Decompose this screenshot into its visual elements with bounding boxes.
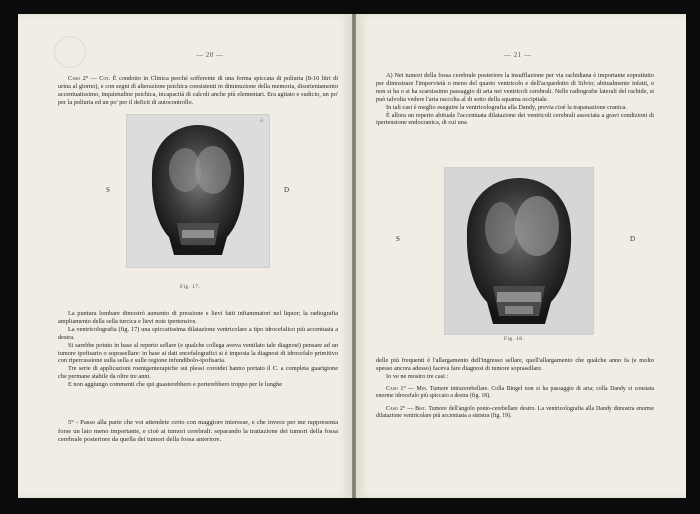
paragraph: Io ve ne mostro tre casi :: [386, 372, 449, 380]
side-label-left: S: [396, 235, 400, 243]
right-paragraphs-top: [376, 72, 654, 127]
paragraph: Tre serie di applicazioni roentgenterapiche sui plessi coroidei hanno portato il C. a completa guarigione che permane stabile da oltre tre anni.: [58, 365, 338, 381]
paragraph: E non aggiungo commenti che qui guasterebbero e porterebbero troppo per le lunghe: [68, 381, 283, 389]
figure-caption-18: Fig. 18.: [504, 336, 525, 342]
side-label-left: S: [106, 186, 110, 194]
xray-figure-17: [126, 114, 270, 268]
case-1-label: Caso 1° — Min.: [386, 385, 428, 392]
paragraph: In tali casi è meglio eseguire la ventricolografia alla Dandy, previa cioè la trapanazione cranica.: [386, 103, 627, 111]
paragraph: delle più frequenti è l'allargamento dell'ingresso sellare, quell'allargamento che qualche anno fa (e molto spesso ancora adesso) faceva fare diagnosi di tumore soprasellare.: [376, 357, 654, 372]
right-paragraphs-bottom: [376, 357, 654, 420]
case-2-text: Tumore dell'angolo ponto-cerebellare destro. La ventricolografia alla Dandy dimostra enorme dilatazione ventricolare più accentuata a sinistra (fig. 19).: [376, 405, 654, 419]
paragraph: A) Nei tumori della fossa cerebrale posteriore la insufflazione per via rachidiana è importante soprattutto per dimostrare l'impervietà o meno del quarto ventricolo e dell'acquedotto di Silvio; abitualmente infatti, o non si ha o si ha scarsissimo passaggio di aria nei ventricoli cerebrali. Nelle radiografie laterali del rachide, si può talvolta vedere l'aria raccolta al di sotto della squama occipitale.: [376, 72, 654, 103]
case2-text: È condotto in Clinica perchè sofferente di una forma spiccata di poliuria (8-10 litri di urina al giorno), e con segni di alterazione psichica consistenti in diminuzione della memoria, disorientamento accentuatissimo, inquietudine psichica, incapacità di calcoli anche più elementari. Era agitato e sudicio, un po' per la poliuria ed un po' per il deficit di autocontrollo.: [58, 75, 339, 106]
paragraph: Si sarebbe potuto in base al reperto sellare (e qualche collega aveva ventilato tale diagnosi) pensare ad un tumore ipofisario o soprasellare: in base ai dati encefalografici si è imposta la diagnosi di idrocefalo primitivo con ripercussione sulla sella e sulle regione infundibolo-ipofisaria.: [58, 341, 338, 365]
xray-figure-18: [444, 167, 594, 335]
left-paragraphs: [58, 310, 338, 389]
page-number-right: — 21 —: [504, 51, 532, 59]
case-2-label: Caso 2° — Bist.: [386, 405, 427, 412]
paragraph: La puntura lombare dimostrò aumento di pressione e lievi fatti infiammatori nel liquor; la radiografia ampliamento della sella turcica e lievi note ipertensive.: [58, 310, 338, 325]
case2-block: [58, 75, 338, 107]
section-5-text: 5° - Passo alla parte che voi attendete certo con maggiore interesse, e che invece per me rappresenta forse un lato meno importante, e cioè ai tumori cerebrali: separando la trattazione dei tumori della fossa cerebrale posteriore da quella dei tumori della fossa anteriore.: [58, 419, 338, 444]
library-stamp: [54, 36, 86, 68]
case2-label: Caso 2° — Cot.: [68, 75, 111, 82]
page-number-left: — 20 —: [196, 51, 224, 59]
section-5: [58, 419, 338, 445]
figure-mark: ii: [260, 119, 263, 124]
case-1: [376, 386, 654, 401]
side-label-right: D: [284, 186, 290, 194]
side-label-right: D: [630, 235, 636, 243]
paragraph: La ventricolografia (fig. 17) una spiccatissima dilatazione ventricolare a tipo idrocefalico più accentuata a destra.: [58, 325, 338, 341]
left-page: [18, 14, 352, 498]
right-page: [356, 14, 686, 498]
case-1-text: Tumore intracerebellare. Colla Bingel non si ha passaggio di aria; colla Dandy si constata enorme idrocefalo più spiccato a destra (fig. 18).: [376, 385, 654, 400]
figure-caption-17: Fig. 17.: [180, 284, 201, 290]
case-2: [376, 406, 654, 421]
paragraph: È allora un reperto abituale l'accentuata dilatazione dei ventricoli cerebrali associata a gravi condizioni di ipertensione endocranica, di cui una: [376, 111, 654, 127]
